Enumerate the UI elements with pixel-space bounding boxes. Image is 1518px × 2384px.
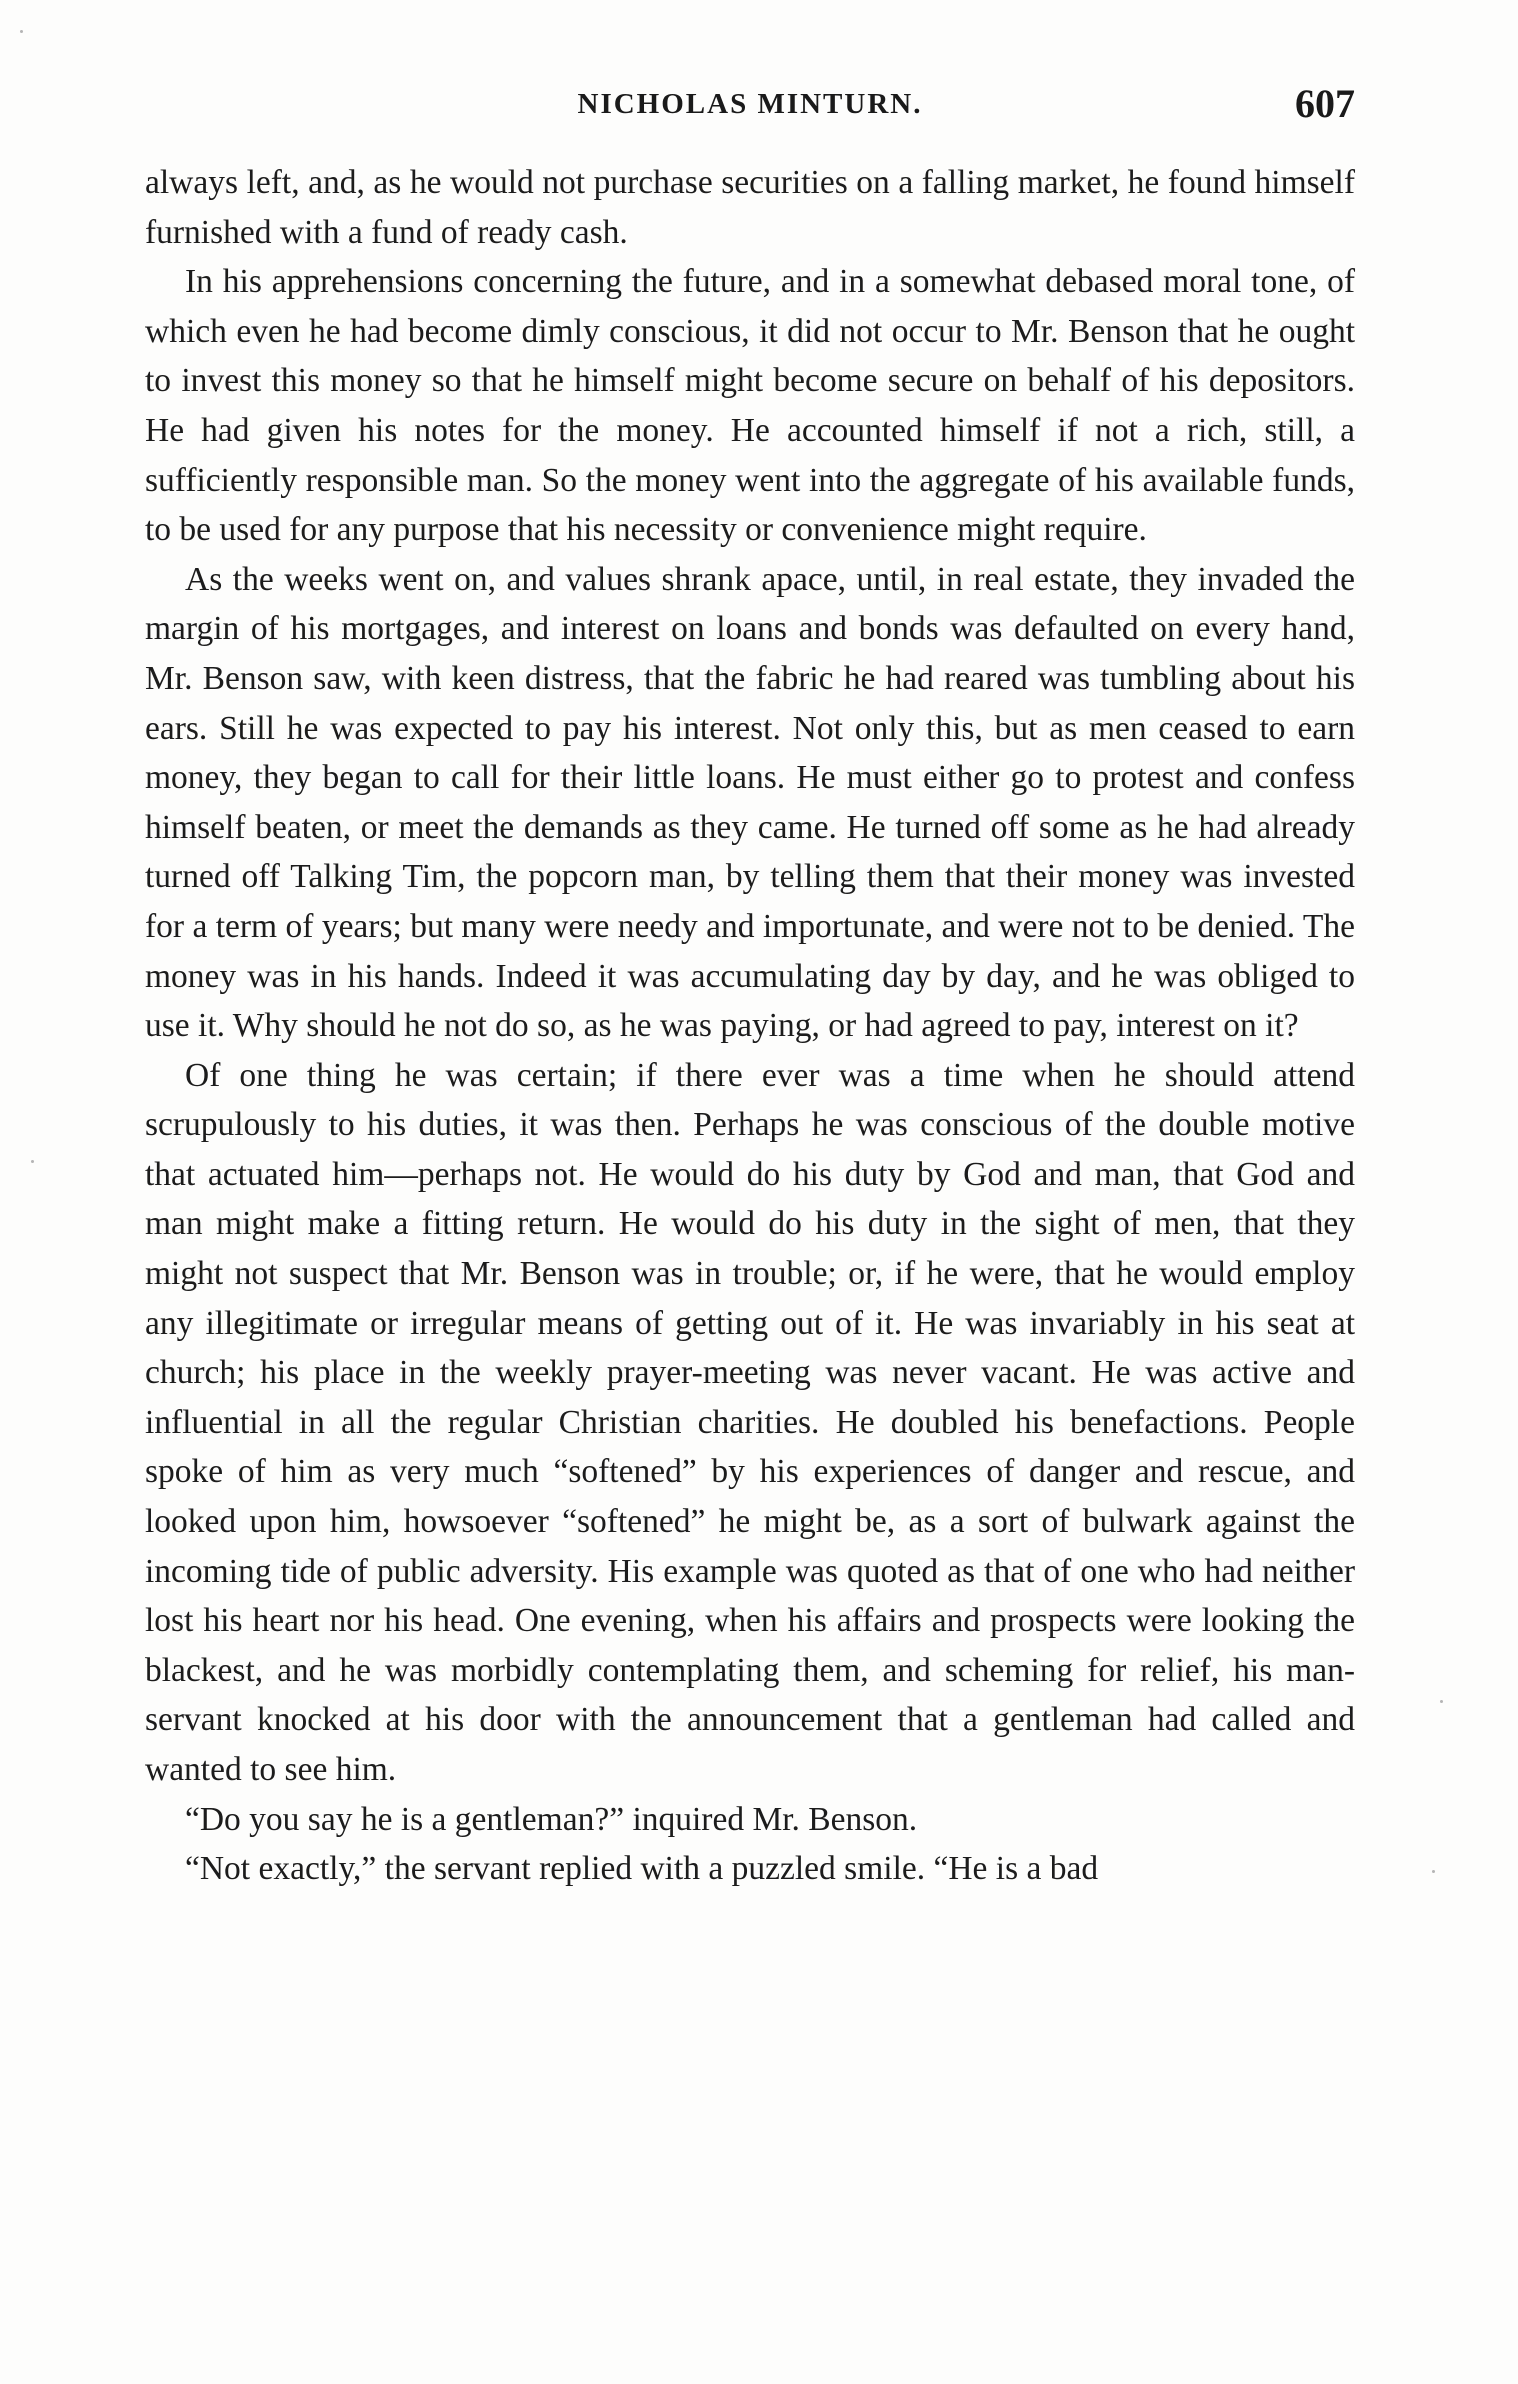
page-header bbox=[145, 80, 1355, 130]
paragraph: “Do you say he is a gentleman?” inquired Mr. Benson. bbox=[185, 1800, 918, 1838]
scan-speck bbox=[1432, 1870, 1435, 1873]
scan-speck bbox=[1440, 1700, 1443, 1703]
paragraph: “Not exactly,” the servant replied with a puzzled smile. “He is a bad bbox=[185, 1850, 1099, 1888]
running-title: NICHOLAS MINTURN. bbox=[577, 88, 923, 120]
scan-speck bbox=[31, 1160, 34, 1163]
scan-speck bbox=[20, 30, 23, 33]
paragraph: In his apprehensions concerning the future, and in a somewhat debased moral tone, of which even he had become dimly conscious, it did not occur to Mr. Benson that he ought to invest this money so that he himself might become secure on behalf of his depositors. He had given his notes for the money. He accounted himself if not a rich, still, a sufficiently responsible man. So the money went into the aggregate of his available funds, to be used for any purpose that his necessity or convenience might require. bbox=[145, 263, 1355, 549]
body-text bbox=[145, 158, 1355, 1894]
paragraph: always left, and, as he would not purchase securities on a falling market, he found himself furnished with a fund of ready cash. bbox=[145, 164, 1355, 251]
page-number: 607 bbox=[1295, 81, 1355, 126]
paragraph: As the weeks went on, and values shrank apace, until, in real estate, they invaded the margin of his mortgages, and interest on loans and bonds was defaulted on every hand, Mr. Benson saw, with keen distress, that the fabric he had reared was tumbling about his ears. Still he was expected to pay his interest. Not only this, but as men ceased to earn money, they began to call for their little loans. He must either go to protest and confess himself beaten, or meet the demands as they came. He turned off some as he had already turned off Talking Tim, the popcorn man, by telling them that their money was invested for a term of years; but many were needy and importunate, and were not to be denied. The money was in his hands. Indeed it was accumulating day by day, and he was obliged to use it. Why should he not do so, as he was paying, or had agreed to pay, interest on it? bbox=[145, 560, 1355, 1045]
paragraph: Of one thing he was certain; if there ever was a time when he should attend scrupulously to his duties, it was then. Perhaps he was conscious of the double motive that actuated him—perhaps not. He would do his duty by God and man, that God and man might make a fitting return. He would do his duty in the sight of men, that they might not suspect that Mr. Benson was in trouble; or, if he were, that he would employ any illegitimate or irregular means of getting out of it. He was invariably in his seat at church; his place in the weekly prayer-meeting was never vacant. He was active and influential in all the regular Christian charities. He doubled his benefactions. People spoke of him as very much “softened” by his experiences of danger and rescue, and looked upon him, howsoever “softened” he might be, as a sort of bulwark against the incoming tide of public adversity. His example was quoted as that of one who had neither lost his heart nor his head. One evening, when his affairs and prospects were looking the blackest, and he was morbidly contemplating them, and scheming for relief, his man-servant knocked at his door with the announcement that a gentleman had called and wanted to see him. bbox=[145, 1056, 1355, 1788]
